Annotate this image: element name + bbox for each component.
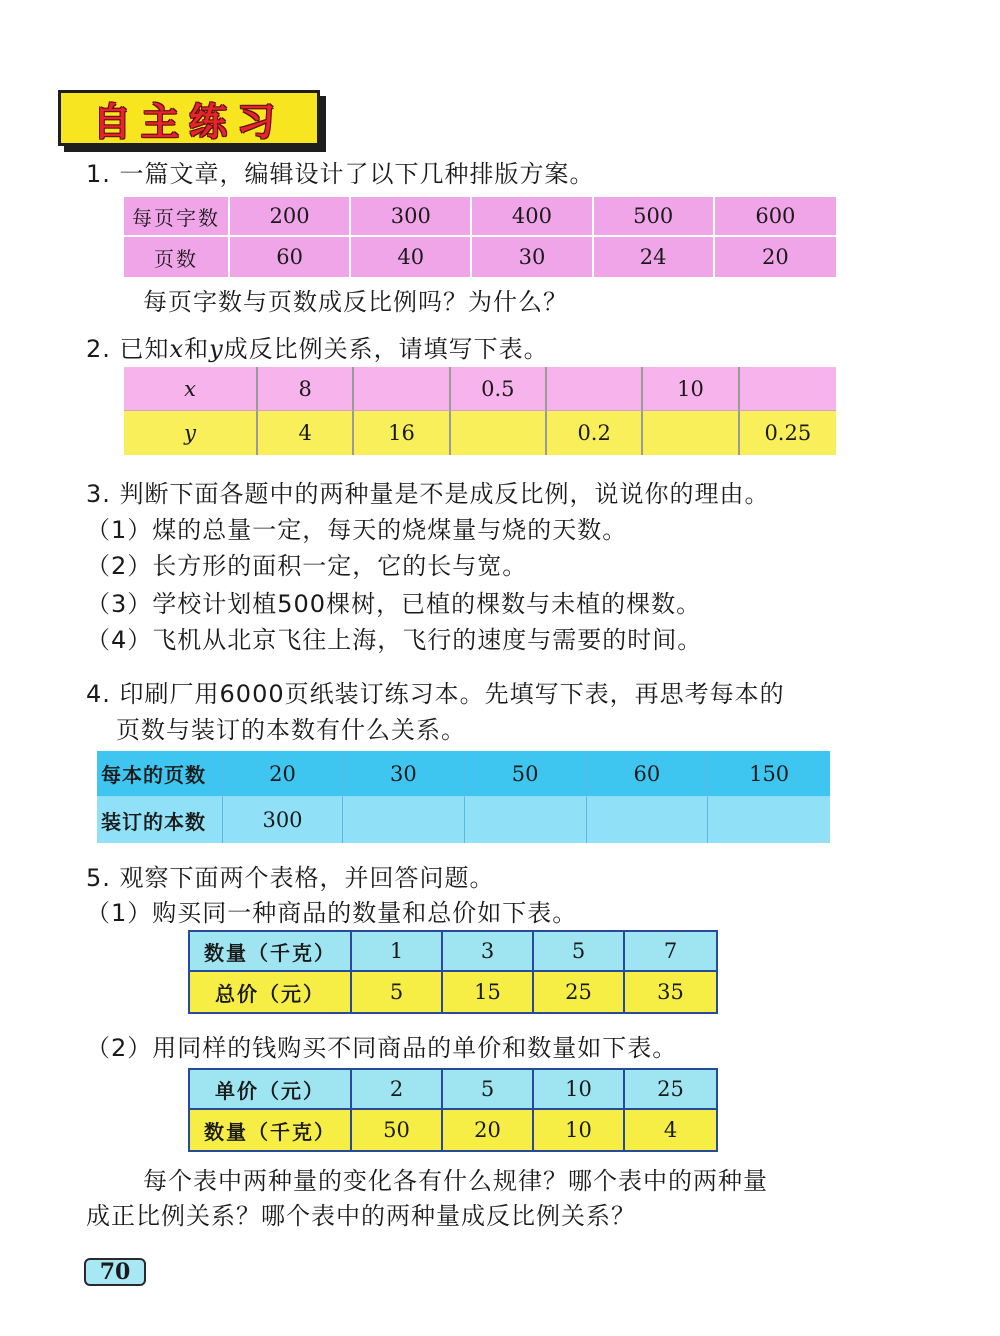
q4-cell: 50	[465, 751, 587, 797]
q4-row2-header: 装订的本数	[97, 797, 223, 843]
q4-prompt-line2: 页数与装订的本数有什么关系。	[116, 716, 466, 744]
q5-table1-cell: 35	[625, 972, 716, 1012]
q3-item-4: （4）飞机从北京飞往上海，飞行的速度与需要的时间。	[86, 626, 703, 654]
q5-table2-row2-header: 数量（千克）	[190, 1110, 352, 1150]
q1-prompt: 1. 一篇文章，编辑设计了以下几种排版方案。	[86, 160, 595, 188]
q3-item-1: （1）煤的总量一定，每天的烧煤量与烧的天数。	[86, 516, 628, 544]
q5-table2-row1-header: 单价（元）	[190, 1070, 352, 1110]
q1-cell: 500	[594, 197, 715, 237]
q4-row1-header: 每本的页数	[97, 751, 223, 797]
q5-table2-cell: 4	[625, 1110, 716, 1150]
q1-cell: 300	[351, 197, 472, 237]
q2-cell: 4	[258, 411, 354, 455]
q2-cell-blank	[354, 367, 450, 411]
q5-prompt: 5. 观察下面两个表格，并回答问题。	[86, 864, 495, 892]
q4-cell: 30	[343, 751, 465, 797]
q5-table1-cell: 3	[443, 932, 534, 972]
section-title: 自主练习	[92, 99, 285, 144]
q2-cell: 16	[354, 411, 450, 455]
q1-cell: 24	[594, 237, 715, 277]
q4-cell: 20	[223, 751, 343, 797]
q2-prompt-pre: 2. 已知	[86, 335, 170, 363]
q2-prompt-post: 成反比例关系，请填写下表。	[223, 335, 549, 363]
q5-table1	[188, 930, 718, 1014]
q2-row1-header: x	[124, 367, 258, 411]
q5-table1-row2-header: 总价（元）	[190, 972, 352, 1012]
q2-cell-blank	[547, 367, 643, 411]
q1-cell: 40	[351, 237, 472, 277]
q2-cell-blank	[643, 411, 739, 455]
q5-part1: （1）购买同一种商品的数量和总价如下表。	[86, 899, 578, 927]
q2-prompt	[86, 333, 549, 365]
q5-part2: （2）用同样的钱购买不同商品的单价和数量如下表。	[86, 1034, 678, 1062]
q5-table2-cell: 5	[443, 1070, 534, 1110]
q5-table1-cell: 1	[352, 932, 443, 972]
q5-table2	[188, 1068, 718, 1152]
q5-table1-cell: 7	[625, 932, 716, 972]
q5-question-line2: 成正比例关系？哪个表中的两种量成反比例关系？	[86, 1202, 636, 1230]
q1-table	[124, 197, 836, 277]
q2-var-x: x	[169, 335, 185, 363]
q2-cell: 8	[258, 367, 354, 411]
q2-prompt-and: 和	[184, 335, 210, 363]
q5-table2-cell: 25	[625, 1070, 716, 1110]
q1-cell: 400	[472, 197, 593, 237]
q4-cell-blank	[465, 797, 587, 843]
q2-row2-header: y	[124, 411, 258, 455]
q5-table1-row1-header: 数量（千克）	[190, 932, 352, 972]
q5-table2-cell: 50	[352, 1110, 443, 1150]
q1-row1-header: 每页字数	[124, 197, 230, 237]
q4-cell-blank	[587, 797, 709, 843]
q1-row2-header: 页数	[124, 237, 230, 277]
q5-table1-cell: 25	[534, 972, 625, 1012]
q4-table	[97, 751, 830, 843]
q5-table2-cell: 2	[352, 1070, 443, 1110]
q1-cell: 200	[230, 197, 351, 237]
q2-cell: 10	[643, 367, 739, 411]
q4-prompt-line1: 4. 印刷厂用6000页纸装订练习本。先填写下表，再思考每本的	[86, 680, 785, 708]
q5-question-line1: 每个表中两种量的变化各有什么规律？哪个表中的两种量	[143, 1167, 768, 1195]
q2-cell: 0.25	[740, 411, 836, 455]
q4-cell-blank	[708, 797, 830, 843]
q5-table1-cell: 5	[534, 932, 625, 972]
q3-item-2: （2）长方形的面积一定，它的长与宽。	[86, 552, 528, 580]
section-banner	[58, 90, 320, 146]
q1-cell: 600	[715, 197, 836, 237]
q2-table	[124, 367, 836, 455]
q5-table2-cell: 10	[534, 1070, 625, 1110]
page-number: 70	[84, 1258, 146, 1286]
q4-cell: 60	[587, 751, 709, 797]
q3-prompt: 3. 判断下面各题中的两种量是不是成反比例，说说你的理由。	[86, 480, 770, 508]
q5-table1-cell: 15	[443, 972, 534, 1012]
q1-cell: 20	[715, 237, 836, 277]
q2-cell-blank	[740, 367, 836, 411]
q4-cell-blank	[343, 797, 465, 843]
q5-table1-cell: 5	[352, 972, 443, 1012]
q3-item-3: （3）学校计划植500棵树，已植的棵数与未植的棵数。	[86, 590, 702, 618]
q4-cell: 150	[708, 751, 830, 797]
q1-cell: 60	[230, 237, 351, 277]
q1-cell: 30	[472, 237, 593, 277]
q5-table2-cell: 20	[443, 1110, 534, 1150]
q2-cell: 0.2	[547, 411, 643, 455]
q4-cell: 300	[223, 797, 343, 843]
q2-cell-blank	[451, 411, 547, 455]
q2-var-y: y	[209, 335, 224, 363]
q5-table2-cell: 10	[534, 1110, 625, 1150]
q2-cell: 0.5	[451, 367, 547, 411]
q1-question: 每页字数与页数成反比例吗？为什么？	[143, 288, 568, 316]
